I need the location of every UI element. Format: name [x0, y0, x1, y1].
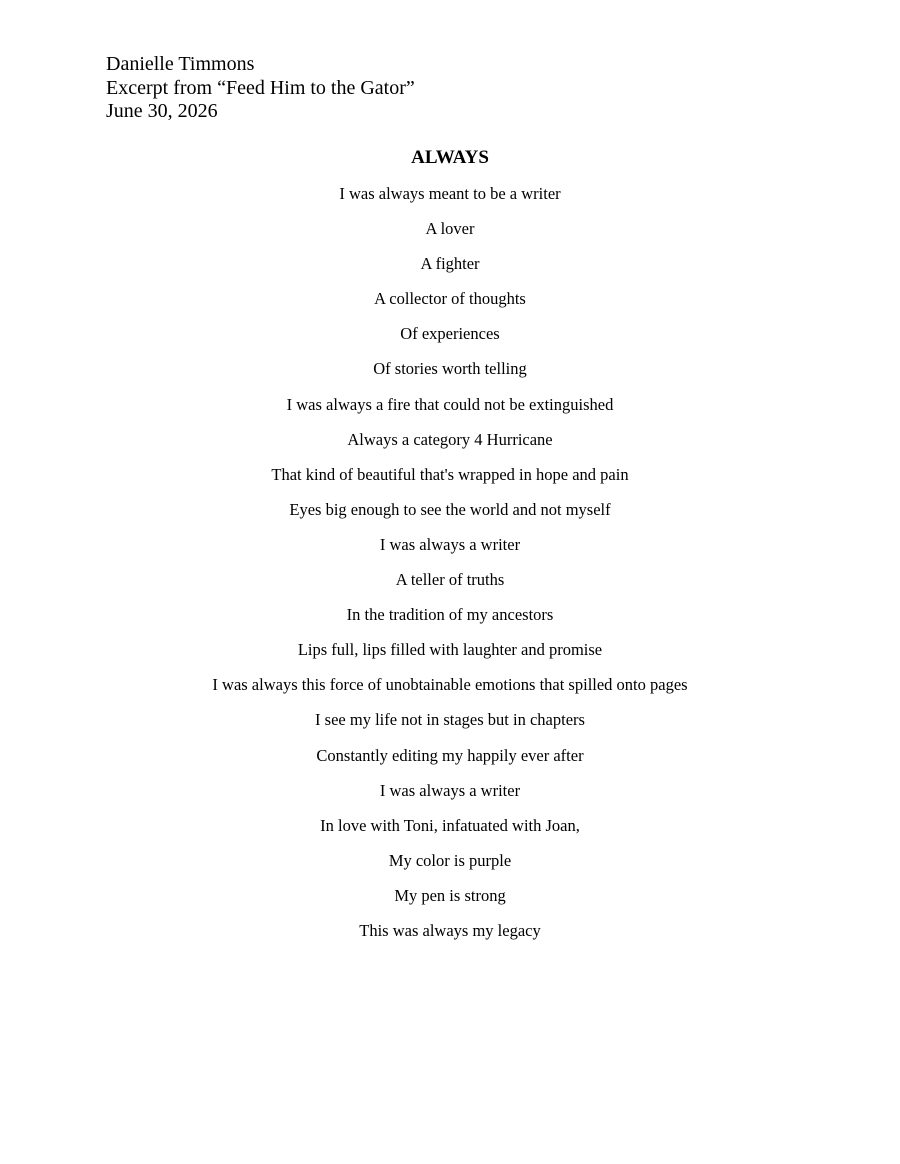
poem-line: Of experiences	[400, 324, 500, 344]
poem-line: A lover	[425, 219, 475, 239]
excerpt-source: Excerpt from “Feed Him to the Gator”	[106, 76, 415, 99]
document-header	[106, 53, 415, 124]
author-name: Danielle Timmons	[106, 53, 255, 75]
poem-line: A collector of thoughts	[374, 289, 526, 309]
poem-line: I was always a writer	[379, 534, 521, 554]
poem-line: Constantly editing my happily ever after	[316, 745, 584, 765]
poem-line: This was always my legacy	[359, 920, 541, 940]
poem-body	[0, 183, 900, 955]
poem-line: In the tradition of my ancestors	[346, 605, 554, 625]
poem-line: My pen is strong	[394, 885, 506, 905]
poem-line: Always a category 4 Hurricane	[347, 429, 553, 449]
poem-line: My color is purple	[388, 850, 512, 870]
poem-line: A teller of truths	[395, 570, 505, 590]
poem-line: I was always a fire that could not be extinguished	[286, 394, 614, 414]
poem-title: ALWAYS	[411, 147, 489, 168]
poem-line: Eyes big enough to see the world and not myself	[289, 499, 611, 519]
poem-line: Lips full, lips filled with laughter and promise	[297, 640, 603, 660]
poem-line: I was always this force of unobtainable emotions that spilled onto pages	[212, 675, 688, 695]
poem-line: Of stories worth telling	[373, 359, 527, 379]
poem-line: A fighter	[420, 254, 480, 274]
document-date: June 30, 2026	[106, 100, 218, 122]
poem-line: I was always meant to be a writer	[339, 184, 561, 203]
poem-line: I was always a writer	[379, 780, 521, 800]
poem-line: I see my life not in stages but in chapters	[315, 710, 585, 730]
poem-line: In love with Toni, infatuated with Joan,	[320, 815, 580, 835]
poem-line: That kind of beautiful that's wrapped in hope and pain	[271, 464, 629, 484]
